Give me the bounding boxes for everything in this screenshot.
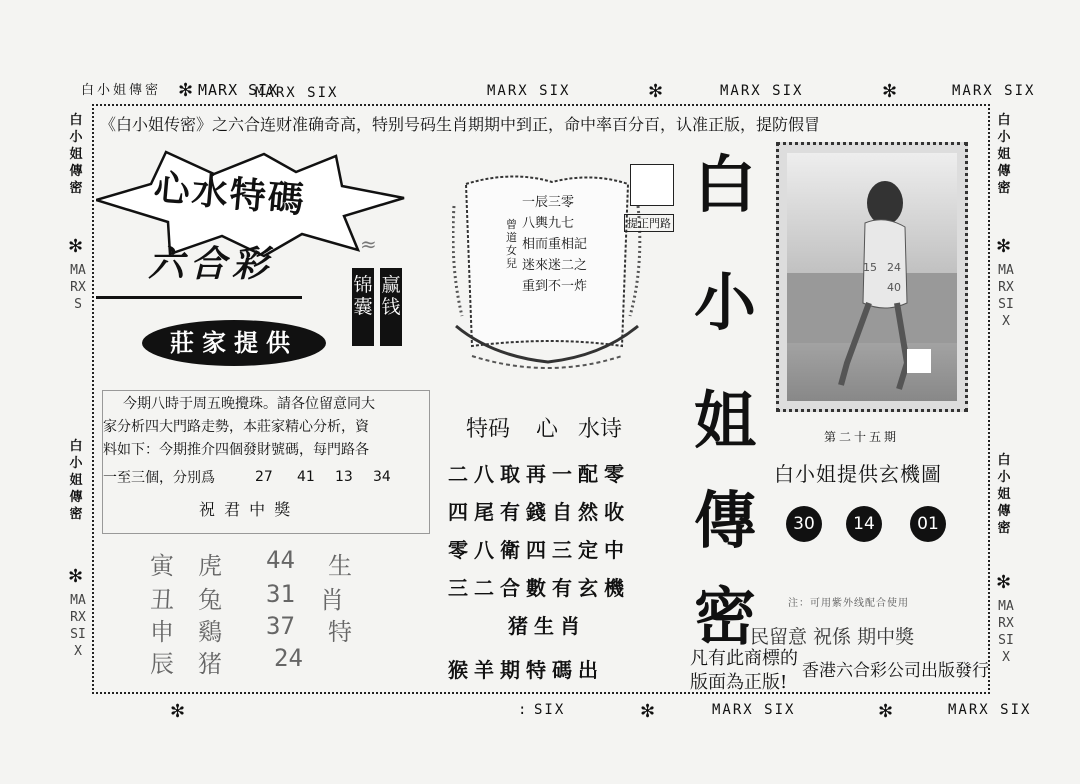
zodiac-branch: 寅 — [150, 552, 174, 580]
zodiac-animal: 鷄 — [198, 618, 222, 646]
provider-pill: 莊家提供 — [142, 320, 326, 366]
star-icon: ✻ — [640, 701, 656, 722]
right-side-title-2: 白小姐傳密 — [997, 453, 1011, 536]
zodiac-number: 24 — [274, 644, 303, 672]
star-icon: ✻ — [882, 81, 898, 102]
footer-line1: 凡有此商標的 — [690, 648, 798, 669]
star-icon: ✻ — [878, 701, 894, 722]
poem-line: 二八取再一配零 — [448, 462, 630, 486]
star-icon: ✻ — [68, 236, 84, 257]
divider — [96, 296, 302, 299]
scroll-line: 迷來迷二之 — [522, 258, 588, 273]
right-side-marx-2: MARXSIX — [998, 599, 1014, 665]
star-icon: ✻ — [648, 81, 664, 102]
scroll-illustration — [452, 166, 642, 376]
star-icon: ✻ — [178, 80, 194, 101]
number-ball: 14 — [846, 506, 882, 542]
issue-number: 第二十五期 — [824, 430, 900, 444]
zodiac-number: 44 — [266, 546, 295, 574]
notice-text: 《白小姐传密》之六合连财准确奇高，特别号码生肖期期中到正，命中率百分百，认准正版，提防假冒 — [100, 115, 821, 134]
bottom-banner — [0, 700, 1080, 722]
big-title-char: 小 — [693, 266, 756, 339]
info-box — [102, 390, 430, 534]
wish-text: 祝 君 中 獎 — [199, 500, 293, 519]
poem-zodiac-line: 猪生肖 — [508, 614, 586, 638]
zodiac-animal: 虎 — [198, 552, 222, 580]
photo-frame — [776, 142, 968, 412]
zodiac-animal: 兔 — [198, 586, 222, 614]
zodiac-branch: 辰 — [150, 650, 174, 678]
zodiac-number: 31 — [266, 580, 295, 608]
stamp-icon — [630, 164, 674, 206]
badge-jinnang: 锦囊 — [352, 268, 374, 346]
info-line: 今期八時于周五晚攪珠。請各位留意同大 — [123, 396, 375, 412]
photo-number: 40 — [887, 281, 901, 294]
poem-title-b: 心 — [536, 417, 559, 442]
star-icon: ✻ — [996, 236, 1012, 257]
big-title-char: 白 — [693, 148, 756, 221]
info-number: 13 — [335, 469, 353, 485]
right-side-title-1: 白小姐傳密 — [997, 113, 1011, 196]
photo-number: 15 — [863, 261, 877, 274]
photo-image — [787, 153, 957, 401]
zodiac-note: 特 — [328, 618, 352, 646]
right-side-marx-1: MARXSIX — [998, 263, 1014, 329]
top-banner — [0, 78, 1080, 104]
left-side-title-1: 白小姐傳密 — [69, 113, 83, 196]
banner-marx-5: MARX SIX — [952, 83, 1036, 99]
poem-line: 四尾有錢自然收 — [448, 500, 630, 524]
zodiac-number: 37 — [266, 612, 295, 640]
left-side-title-2: 白小姐傳密 — [69, 439, 83, 522]
zodiac-note: 生 — [328, 552, 352, 580]
xuanji-title: 白小姐提供玄機圖 — [774, 462, 942, 486]
scroll-line: 重到不一炸 — [522, 279, 588, 294]
footer-line1b: 香港六合彩公司出版發行 — [802, 661, 989, 681]
info-number: 34 — [373, 469, 391, 485]
banner-marx-1: MARX SIX — [198, 81, 279, 99]
big-title-char: 姐 — [693, 384, 756, 457]
poem-title-c: 水诗 — [578, 417, 623, 442]
model-photo-icon — [787, 153, 957, 403]
left-side-marx-2: MARXSIX — [70, 593, 86, 659]
big-title-char: 傳 — [693, 484, 756, 557]
info-number: 41 — [297, 469, 315, 485]
info-line: 一至三個，分別爲 — [103, 470, 215, 486]
poem-title-a: 特码 — [466, 417, 511, 442]
logo-star-text: 心水特碼 — [152, 166, 308, 222]
info-line: 家分析四大門路走勢，本莊家精心分析，資 — [103, 419, 369, 435]
poem-final-line: 猴羊期特碼出 — [448, 658, 604, 682]
left-side-marx-1: MARXS — [70, 263, 86, 312]
banner-marx-2: MARX SIX — [255, 85, 339, 101]
photo-number: 24 — [887, 261, 901, 274]
zodiac-animal: 猪 — [198, 650, 222, 678]
zodiac-branch: 申 — [150, 618, 174, 646]
star-icon: ✻ — [68, 566, 84, 587]
banner-cut-prefix: : — [518, 702, 529, 718]
scroll-line: 相而重相記 — [522, 237, 588, 252]
poem-line: 零八衛四三定中 — [448, 538, 630, 562]
lottery-title: 六合彩 — [148, 243, 275, 285]
big-title-char: 密 — [693, 580, 756, 653]
uv-note: 注：可用紫外线配合使用 — [788, 598, 909, 609]
badge-yingqian: 赢钱 — [380, 268, 402, 346]
zodiac-branch: 丑 — [150, 586, 174, 614]
footer-overlay: 民留意 祝係 期中獎 — [750, 626, 915, 648]
banner-marx-cut: SIX — [534, 702, 566, 718]
scroll-line: 八輿九七 — [522, 216, 575, 231]
banner-title: 白小姐傳密 — [80, 83, 161, 98]
footer-line2: 版面為正版! — [690, 672, 788, 693]
banner-marx-7: MARX SIX — [948, 702, 1032, 718]
banner-marx-6: MARX SIX — [712, 702, 796, 718]
zodiac-note: 肖 — [320, 586, 344, 614]
number-ball: 01 — [910, 506, 946, 542]
number-ball: 30 — [786, 506, 822, 542]
stamp-label: 提正門路 — [624, 214, 674, 232]
star-icon: ✻ — [996, 572, 1012, 593]
info-line: 料如下：今期推介四個發財號碼，每門路各 — [103, 442, 369, 458]
poem-line: 三二合數有玄機 — [448, 576, 630, 600]
info-number: 27 — [255, 469, 273, 485]
scroll-signature: 曾道女兒 — [506, 218, 517, 270]
star-icon: ✻ — [170, 701, 186, 722]
banner-marx-4: MARX SIX — [720, 83, 804, 99]
banner-marx-3: MARX SIX — [487, 83, 571, 99]
scroll-line: 一辰三零 — [522, 195, 575, 210]
flourish-icon: ≈ — [360, 232, 377, 256]
